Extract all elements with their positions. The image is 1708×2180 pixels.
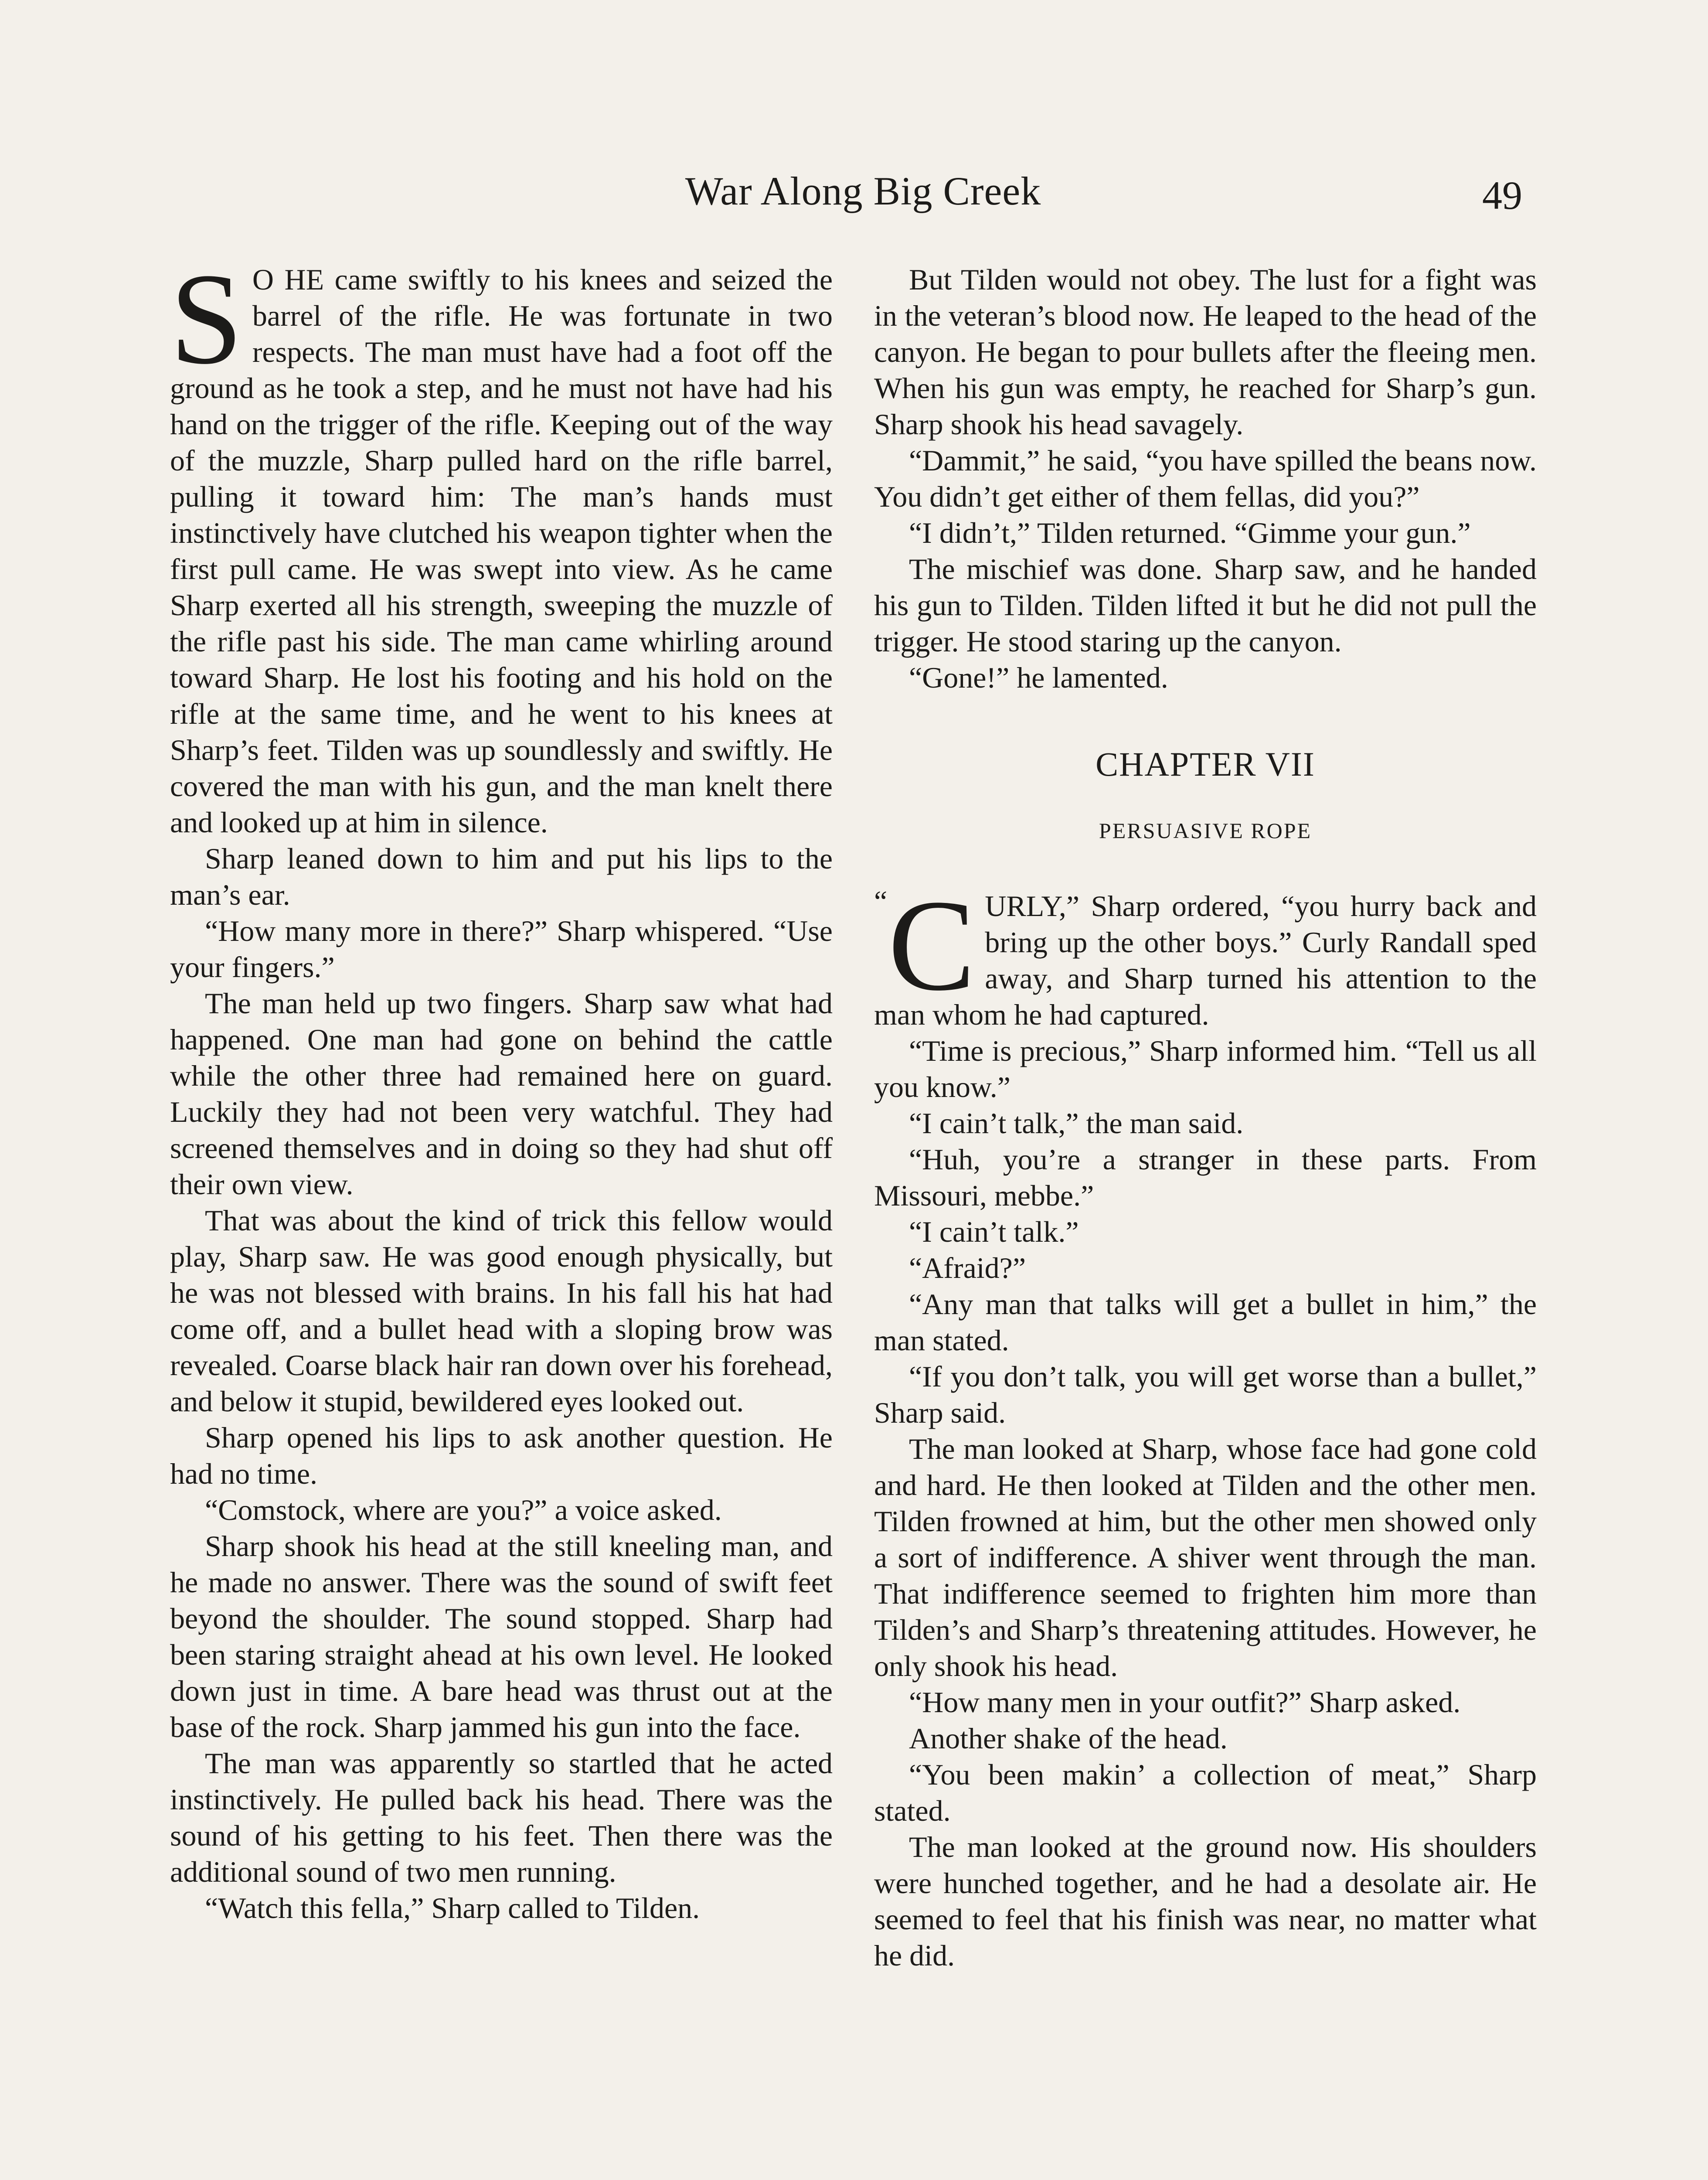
- paragraph: “I cain’t talk.”: [909, 1215, 1079, 1248]
- right-column: [874, 262, 1537, 1974]
- paragraph: “Watch this fella,” Sharp called to Tilden.: [205, 1891, 700, 1925]
- paragraph: “I didn’t,” Tilden returned. “Gimme your gun.”: [909, 516, 1471, 549]
- left-column: [170, 246, 833, 1926]
- paragraph: “Gone!” he lamented.: [909, 661, 1168, 694]
- paragraph: “How many more in there?” Sharp whispered. “Use your fingers.”: [170, 914, 833, 984]
- paragraph: “How many men in your outfit?” Sharp asked.: [909, 1686, 1461, 1719]
- paragraph: But Tilden would not obey. The lust for a fight was in the veteran’s blood now. He leaped to the head of the canyon. He began to pour bullets after the fleeing men. When his gun was empty, he reached for Sharp’s gun. Sharp shook his head savagely.: [874, 263, 1537, 441]
- running-title: War Along Big Creek: [685, 169, 1041, 213]
- paragraph: “Dammit,” he said, “you have spilled the beans now. You didn’t get either of them fellas, did you?”: [874, 444, 1537, 513]
- paragraph: Sharp opened his lips to ask another question. He had no time.: [170, 1421, 833, 1490]
- paragraph: “Comstock, where are you?” a voice asked.: [205, 1493, 722, 1526]
- page-number: 49: [1482, 173, 1522, 218]
- paragraph: “Any man that talks will get a bullet in him,” the man stated.: [874, 1288, 1537, 1357]
- drop-cap: C: [888, 873, 976, 1018]
- paragraph: “If you don’t talk, you will get worse than a bullet,” Sharp said.: [874, 1360, 1537, 1429]
- paragraph: The man was apparently so startled that he acted instinctively. He pulled back his head. There was the sound of his getting to his feet. Then there was the additional sound of two men running.: [170, 1747, 833, 1888]
- paragraph: The man looked at the ground now. His shoulders were hunched together, and he had a desolate air. He seemed to feel that his finish was near, no matter what he did.: [874, 1830, 1537, 1972]
- paragraph: “Afraid?”: [909, 1251, 1026, 1284]
- paragraph: Another shake of the head.: [909, 1722, 1228, 1755]
- paragraph: S O HE came swiftly to his knees and seized the barrel of the rifle. He was fortunate in two respects. The man must have had a foot off the ground as he took a step, and he must not have had his hand on the trigger of the rifle. Keeping out of the way of the muzzle, Sharp pulled hard on the rifle barrel, pulling it toward him: The man’s hands must instinctively have clutched his weapon tighter when the first pull came. He was swept into view. As he came Sharp exerted all his strength, sweeping the muzzle of the rifle past his side. The man came whirling around toward Sharp. He lost his footing and his hold on the rifle at the same time, and he went to his knees at Sharp’s feet. Tilden was up soundlessly and swiftly. He covered the man with his gun, and the man knelt there and looked up at him in silence.: [170, 246, 833, 839]
- paragraph: “I cain’t talk,” the man said.: [909, 1107, 1244, 1140]
- chapter-title: CHAPTER VII: [1096, 745, 1315, 783]
- paragraph: The man looked at Sharp, whose face had gone cold and hard. He then looked at Tilden and the other men. Tilden frowned at him, but the other men showed only a sort of indifference. A shiver went through the man. That indifference seemed to frighten him more than Tilden’s and Sharp’s threatening attitudes. However, he only shook his head.: [874, 1432, 1537, 1683]
- paragraph: “Huh, you’re a stranger in these parts. From Missouri, mebbe.”: [874, 1143, 1537, 1212]
- drop-cap: S: [170, 246, 243, 391]
- paragraph: Sharp leaned down to him and put his lips to the man’s ear.: [170, 842, 833, 911]
- paragraph: “Time is precious,” Sharp informed him. “Tell us all you know.”: [874, 1034, 1537, 1104]
- paragraph: Sharp shook his head at the still kneeling man, and he made no answer. There was the sound of swift feet beyond the shoulder. The sound stopped. Sharp had been staring straight ahead at his own level. He looked down just in time. A bare head was thrust out at the base of the rock. Sharp jammed his gun into the face.: [170, 1529, 833, 1744]
- paragraph: “You been makin’ a collection of meat,” Sharp stated.: [874, 1758, 1537, 1827]
- paragraph: The mischief was done. Sharp saw, and he handed his gun to Tilden. Tilden lifted it but he did not pull the trigger. He stood staring up the canyon.: [874, 552, 1537, 658]
- paragraph: That was about the kind of trick this fellow would play, Sharp saw. He was good enough physically, but he was not blessed with brains. In his fall his hat had come off, and a bullet head with a sloping brow was revealed. Coarse black hair ran down over his forehead, and below it stupid, bewildered eyes looked out.: [170, 1204, 833, 1418]
- chapter-subtitle: PERSUASIVE ROPE: [1099, 818, 1312, 843]
- opening-quote: “: [874, 885, 888, 918]
- paragraph: The man held up two fingers. Sharp saw what had happened. One man had gone on behind the cattle while the other three had remained here on guard. Luckily they had not been very watchful. They had screened themselves and in doing so they had shut off their own view.: [170, 987, 833, 1201]
- paragraph: “ C URLY,” Sharp ordered, “you hurry back and bring up the other boys.” Curly Randall sped away, and Sharp turned his attention to the man whom he had captured.: [874, 873, 1537, 1031]
